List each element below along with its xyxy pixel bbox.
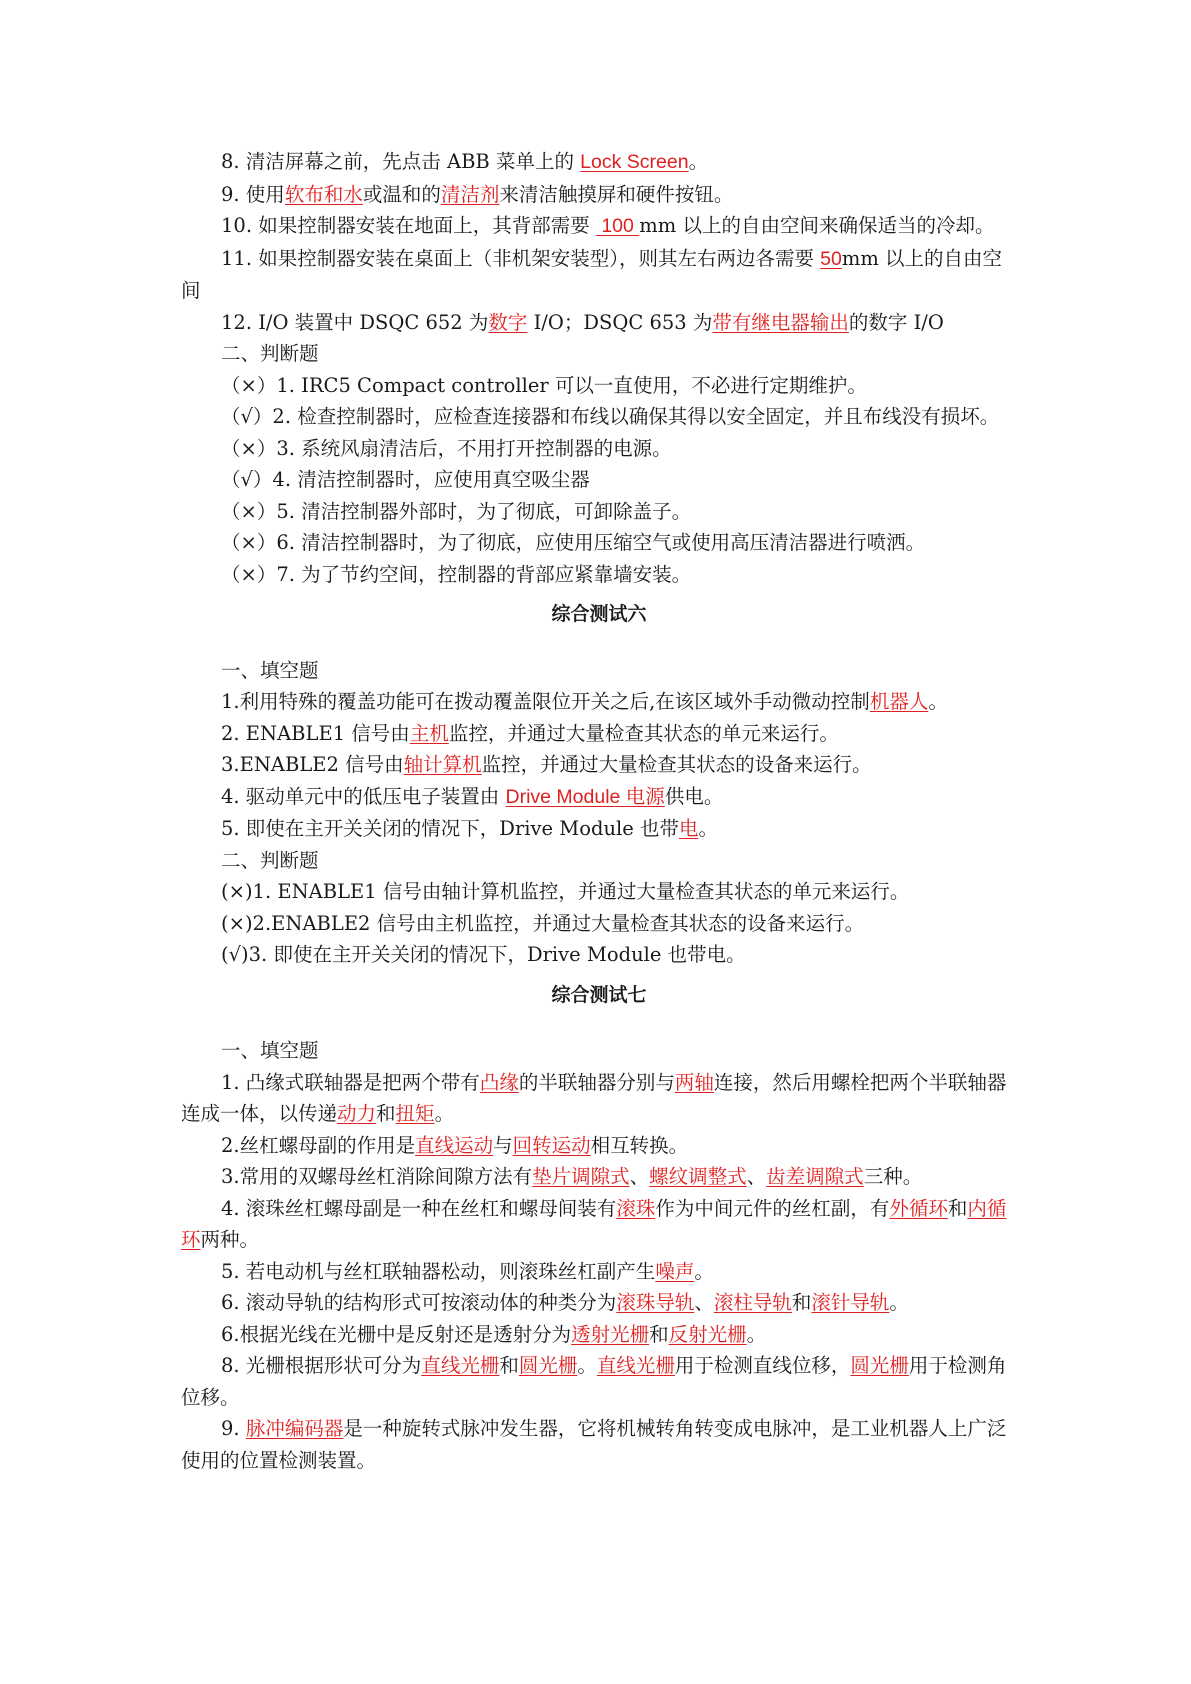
text: 。: [577, 1354, 597, 1377]
text: 和: [376, 1102, 396, 1125]
text: 、: [746, 1165, 767, 1188]
text: 8. 光栅根据形状可分为: [221, 1354, 422, 1377]
fill-item: [181, 1413, 1017, 1476]
text: 用于检测角位移。: [181, 1354, 1007, 1409]
fill-item: [181, 1287, 1017, 1319]
answer: 带有继电器输出: [712, 310, 849, 334]
answer: 垫片调隙式: [532, 1165, 630, 1188]
answer: 电: [678, 817, 699, 840]
answer: 噪声: [655, 1259, 695, 1283]
answer: 螺纹调整式: [649, 1165, 747, 1188]
answer: 滚珠导轨: [616, 1291, 695, 1314]
answer: Lock Screen: [580, 151, 689, 173]
answer: 清洁剂: [440, 182, 500, 206]
text: mm 以上的自由空间来确保适当的冷却。: [639, 214, 995, 237]
answer: 扭矩: [395, 1102, 435, 1125]
text: 和: [649, 1322, 669, 1346]
text: 和: [947, 1196, 968, 1220]
text: 3.ENABLE2 信号由: [221, 753, 404, 776]
fill-item-10: [181, 210, 1017, 243]
text: 5. 即使在主开关关闭的情况下，Drive Module 也带: [221, 817, 679, 840]
fill-item: [181, 813, 1017, 845]
text: 8. 清洁屏幕之前，先点击 ABB 菜单上的: [221, 150, 581, 173]
answer: 动力: [337, 1102, 377, 1125]
answer: 凸缘: [479, 1070, 519, 1094]
text: 、: [629, 1165, 650, 1188]
answer: 外循环: [889, 1196, 948, 1220]
text: 。: [928, 690, 948, 713]
text: 三种。: [863, 1165, 923, 1188]
text: 。: [434, 1102, 455, 1125]
judge-item: (×)1. ENABLE1 信号由轴计算机监控，并通过大量检查其状态的单元来运行。: [221, 880, 910, 903]
answer: 反射光栅: [668, 1322, 747, 1346]
text: 。: [889, 1291, 909, 1314]
text: 6.根据光线在光栅中是反射还是透射分为: [221, 1322, 572, 1346]
text: 5. 若电动机与丝杠联轴器松动，则滚珠丝杠副产生: [221, 1259, 656, 1283]
section-label: 一、填空题: [221, 1039, 319, 1062]
text: 或温和的: [362, 182, 441, 206]
text: 6. 滚动导轨的结构形式可按滚动体的种类分为: [221, 1291, 617, 1314]
answer: Drive Module 电源: [505, 785, 665, 808]
section-heading: 综合测试六: [551, 603, 647, 625]
fill-item-11: [181, 243, 1017, 307]
text: 11. 如果控制器安装在桌面上（非机架安装型），则其左右两边各需要: [221, 246, 821, 270]
text: 用于检测直线位移，: [674, 1354, 851, 1377]
judge-item: （×）3. 系统风扇清洁后，不用打开控制器的电源。: [221, 436, 672, 460]
text: 监控，并通过大量检查其状态的设备来运行。: [481, 753, 872, 776]
fill-item: [181, 686, 1017, 718]
fill-item: [181, 749, 1017, 781]
text: 和: [791, 1291, 812, 1314]
document-page: [181, 146, 1017, 1476]
text: 12. I/O 装置中 DSQC 652 为: [221, 310, 489, 334]
text: 是一种旋转式脉冲发生器，它将机械转角转变成电脉冲，是工业机器人上广泛使用的位置检测装置。: [181, 1417, 1007, 1472]
text: 。: [746, 1322, 767, 1346]
judge-item: （√）4. 清洁控制器时，应使用真空吸尘器: [221, 468, 590, 491]
answer: 滚柱导轨: [713, 1291, 792, 1314]
answer: 直线运动: [415, 1133, 494, 1157]
answer: 50: [820, 247, 842, 270]
fill-item: [181, 1130, 1017, 1162]
fill-item: [181, 1256, 1017, 1288]
text: I/O；DSQC 653 为: [527, 310, 713, 334]
text: 连接，然后用螺栓把两个半联轴器连成一体，以传递: [181, 1070, 1007, 1125]
judge-item: （√）2. 检查控制器时，应检查连接器和布线以确保其得以安全固定，并且布线没有损坏。: [221, 405, 1000, 428]
text: 10. 如果控制器安装在地面上，其背部需要: [221, 214, 596, 237]
answer: 机器人: [869, 690, 929, 713]
text: mm 以上的自由空间: [181, 246, 1003, 302]
section-label: 二、判断题: [221, 848, 319, 872]
section-label: 二、判断题: [221, 342, 319, 365]
text: 相互转换。: [590, 1133, 689, 1157]
answer: 主机: [409, 721, 449, 745]
text: 1. 凸缘式联轴器是把两个带有: [221, 1070, 480, 1094]
text: 2. ENABLE1 信号由: [221, 721, 410, 745]
answer: 回转运动: [512, 1133, 591, 1157]
text: 1.利用特殊的覆盖功能可在拨动覆盖限位开关之后,在该区域外手动微动控制: [221, 690, 870, 713]
fill-item-12: [181, 307, 1017, 339]
answer: 圆光栅: [518, 1354, 578, 1377]
text: 和: [499, 1354, 519, 1377]
text: 。: [694, 1259, 714, 1283]
answer: 轴计算机: [403, 753, 482, 776]
fill-item: [181, 781, 1017, 814]
answer: 滚珠: [616, 1196, 656, 1220]
answer: 直线光栅: [421, 1354, 500, 1377]
text: 监控，并通过大量检查其状态的单元来运行。: [448, 721, 839, 745]
judge-item: (√)3. 即使在主开关关闭的情况下，Drive Module 也带电。: [221, 943, 746, 966]
text: 。: [698, 817, 719, 840]
judge-item: （×）6. 清洁控制器时，为了彻底，应使用压缩空气或使用高压清洁器进行喷洒。: [221, 531, 926, 554]
fill-item-9: [181, 179, 1017, 211]
fill-item: [181, 1350, 1017, 1413]
text: 两种。: [200, 1228, 260, 1251]
fill-item: [181, 1161, 1017, 1193]
answer: 数字: [488, 310, 528, 334]
judge-item: （×）7. 为了节约空间，控制器的背部应紧靠墙安装。: [221, 562, 692, 586]
fill-item: [181, 1319, 1017, 1351]
text: 供电。: [664, 784, 724, 808]
text: 2.丝杠螺母副的作用是: [221, 1133, 416, 1157]
answer: 脉冲编码器: [245, 1417, 344, 1440]
section-heading: 综合测试七: [551, 983, 647, 1006]
text: 来清洁触摸屏和硬件按钮。: [499, 182, 734, 206]
answer: 滚针导轨: [811, 1291, 890, 1314]
answer: 内循环: [181, 1196, 1007, 1251]
text: 的数字 I/O: [848, 310, 944, 334]
text: 、: [694, 1291, 714, 1314]
answer: 软布和水: [284, 182, 363, 206]
text: 的半联轴器分别与: [518, 1070, 675, 1094]
text: 。: [688, 150, 709, 173]
answer: 齿差调隙式: [766, 1165, 864, 1188]
fill-item: [181, 718, 1017, 750]
section-label: 一、填空题: [221, 658, 319, 682]
text: 4. 驱动单元中的低压电子装置由: [221, 784, 506, 808]
fill-item-8: [181, 146, 1017, 179]
text: 9. 使用: [221, 182, 285, 206]
text: 作为中间元件的丝杠副，有: [655, 1196, 890, 1220]
fill-item: [181, 1193, 1017, 1256]
judge-item: (×)2.ENABLE2 信号由主机监控，并通过大量检查其状态的设备来运行。: [221, 911, 865, 935]
answer: 透射光栅: [571, 1322, 650, 1346]
answer: 直线光栅: [596, 1354, 675, 1377]
text: 9.: [221, 1417, 246, 1440]
fill-item: [181, 1067, 1017, 1130]
answer: 圆光栅: [850, 1354, 909, 1377]
answer: 100: [595, 215, 640, 237]
judge-item: （×）5. 清洁控制器外部时，为了彻底，可卸除盖子。: [221, 499, 692, 523]
judge-item: （×）1. IRC5 Compact controller 可以一直使用，不必进行定期维护。: [221, 373, 867, 397]
text: 4. 滚珠丝杠螺母副是一种在丝杠和螺母间装有: [221, 1196, 617, 1220]
answer: 两轴: [674, 1070, 714, 1094]
text: 3.常用的双螺母丝杠消除间隙方法有: [221, 1165, 533, 1188]
text: 与: [493, 1133, 513, 1157]
